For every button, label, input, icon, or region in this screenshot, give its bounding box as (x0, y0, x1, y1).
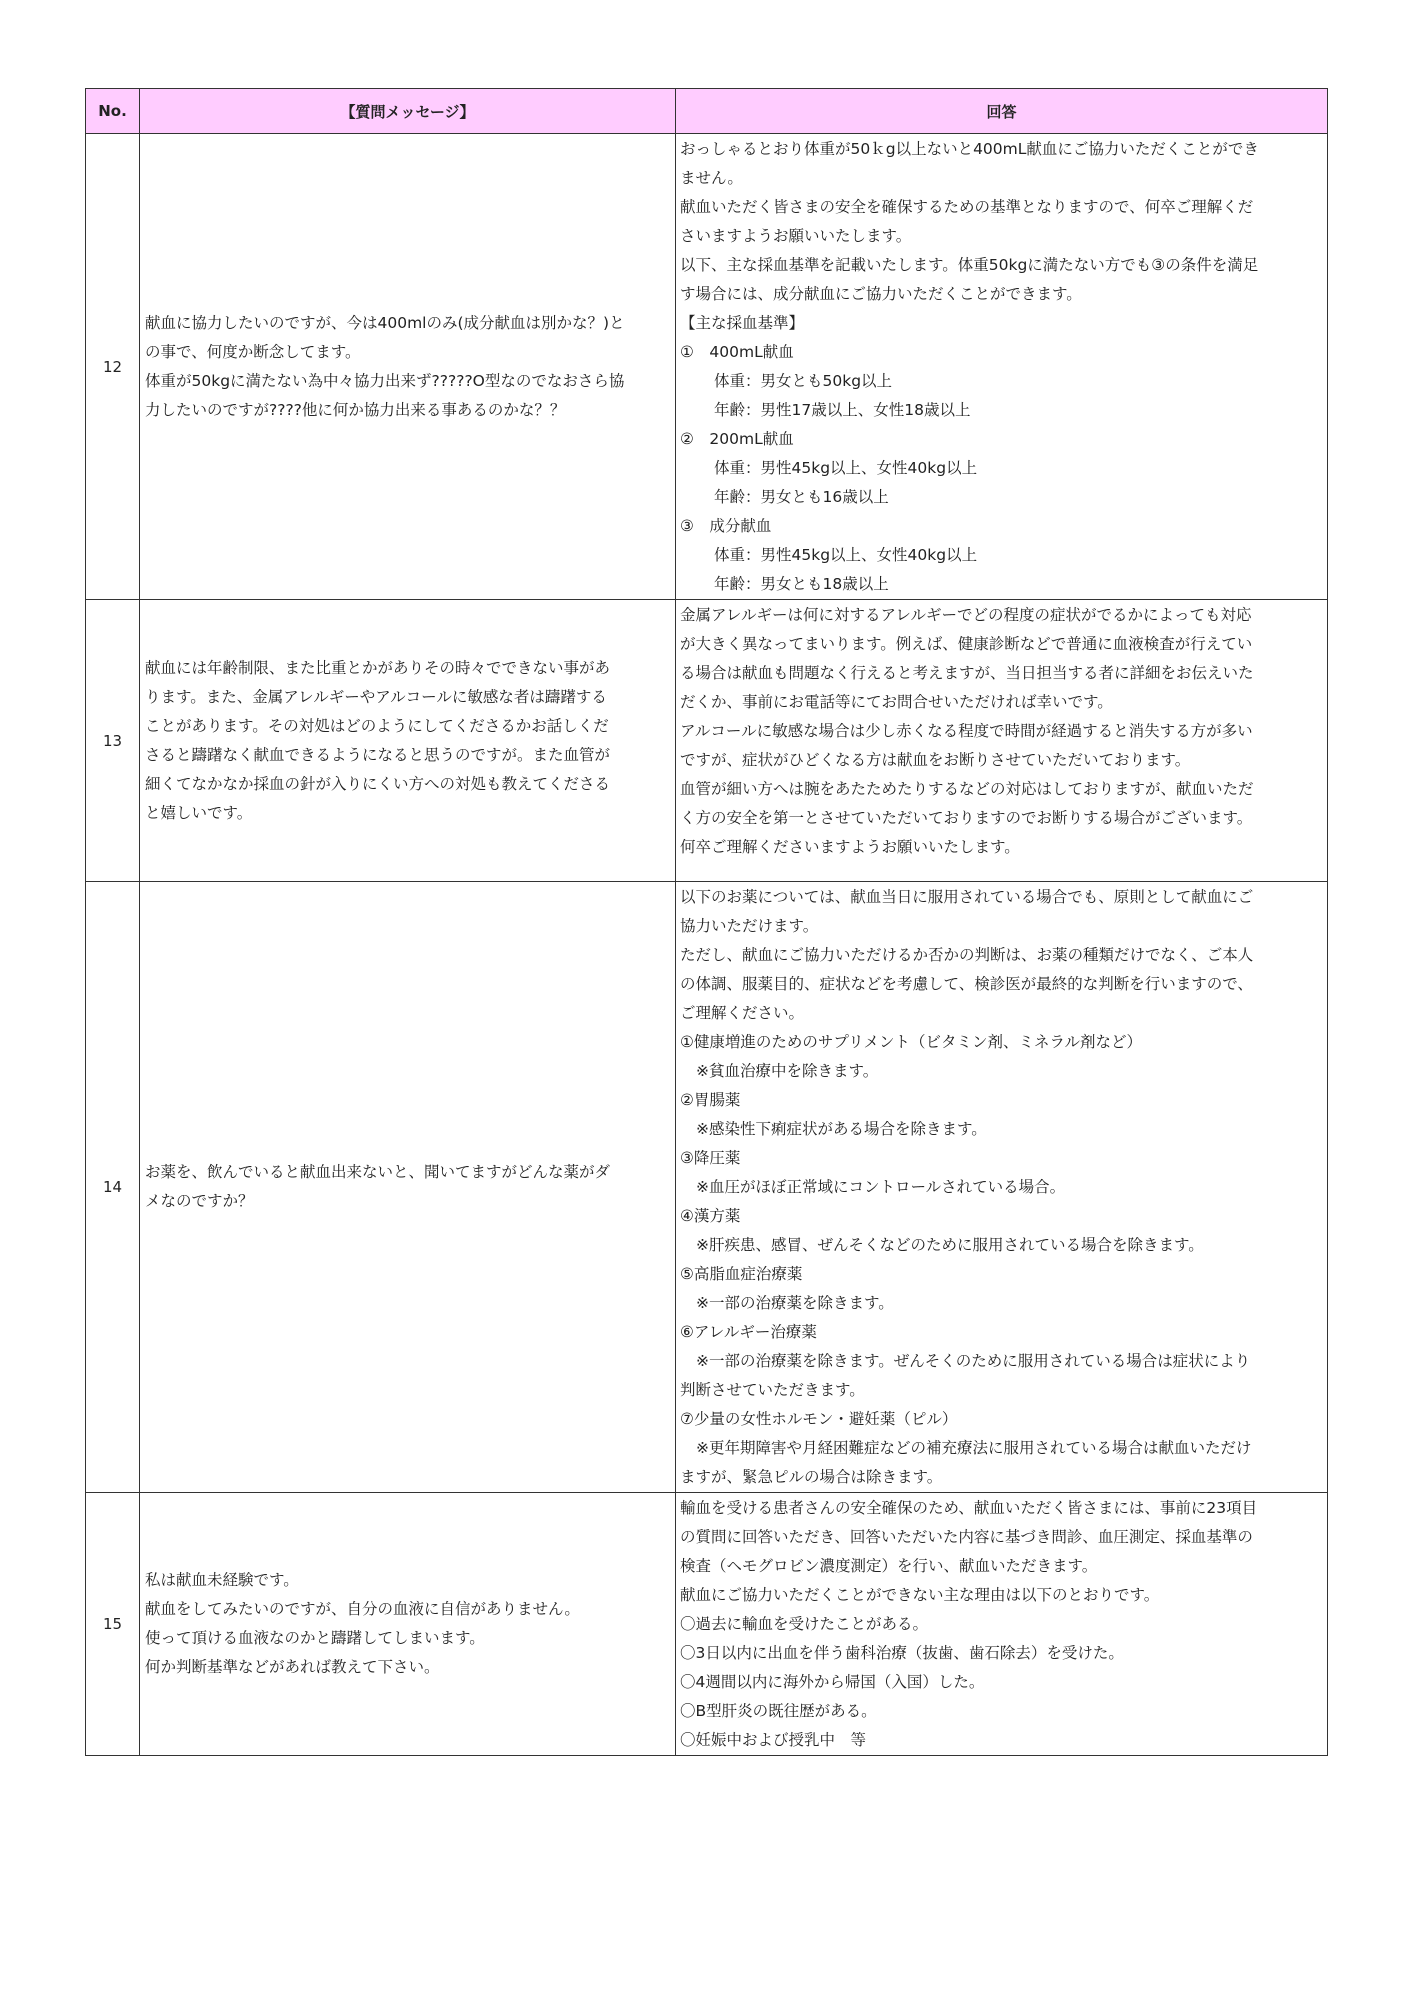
header-row (86, 89, 1328, 134)
answer-line: おっしゃるとおり体重が50ｋg以上ないと400mL献血にご協力いただくことができ (680, 140, 1259, 158)
header-question: 【質問メッセージ】 (140, 89, 676, 134)
answer-cell (676, 134, 1328, 600)
question-line: の事で、何度か断念してます。 (145, 342, 361, 361)
criteria-detail: 年齢：男女とも16歳以上 (714, 488, 889, 506)
criteria-heading: 【主な採血基準】 (680, 314, 805, 332)
medicine-note: ※感染性下痢症状がある場合を除きます。 (696, 1120, 987, 1138)
criteria-detail: 体重：男女とも50kg以上 (714, 372, 893, 390)
answer-line: 何卒ご理解くださいますようお願いいたします。 (680, 838, 1020, 856)
question-cell (140, 1493, 676, 1756)
question-line: 何か判断基準などがあれば教えて下さい。 (145, 1658, 440, 1676)
answer-line: 検査（ヘモグロビン濃度測定）を行い、献血いただきます。 (680, 1557, 1098, 1575)
medicine-note: ※一部の治療薬を除きます。ぜんそくのために服用されている場合は症状により (696, 1352, 1251, 1370)
reason-item: 〇4週間以内に海外から帰国（入国）した。 (680, 1673, 985, 1691)
answer-line: ません。 (680, 169, 743, 187)
medicine-item: ⑤高脂血症治療薬 (680, 1265, 803, 1283)
question-line: メなのですか？ (145, 1192, 254, 1210)
reason-item: 〇妊娠中および授乳中 等 (680, 1731, 867, 1749)
question-line: 私は献血未経験です。 (145, 1571, 299, 1589)
criteria-detail: 体重：男性45kg以上、女性40kg以上 (714, 459, 978, 477)
table-row (86, 1493, 1328, 1756)
criteria-detail: 年齢：男性17歳以上、女性18歳以上 (714, 401, 971, 419)
answer-line: さいますようお願いいたします。 (680, 227, 912, 245)
question-line: 体重が50kgに満たない為中々協力出来ず?????O型なのでなおさら協 (145, 371, 625, 390)
row-number: 14 (86, 882, 140, 1493)
row-number: 15 (86, 1493, 140, 1756)
question-line: ことがあります。その対処はどのようにしてくださるかお話しくだ (145, 716, 609, 735)
answer-line: 協力いただけます。 (680, 917, 819, 935)
reason-item: 〇B型肝炎の既往歴がある。 (680, 1702, 877, 1720)
question-cell (140, 134, 676, 600)
medicine-item: ②胃腸薬 (680, 1091, 741, 1109)
row-number: 12 (86, 134, 140, 600)
table-row (86, 882, 1328, 1493)
medicine-item: ④漢方薬 (680, 1207, 741, 1225)
reason-item: 〇過去に輸血を受けたことがある。 (680, 1615, 929, 1633)
table-row (86, 134, 1328, 600)
answer-line: の体調、服薬目的、症状などを考慮して、検診医が最終的な判断を行いますので、 (680, 975, 1253, 993)
criteria-item: ③ 成分献血 (680, 517, 772, 535)
answer-line: ただし、献血にご協力いただけるか否かの判断は、お薬の種類だけでなく、ご本人 (680, 946, 1254, 964)
criteria-item: ② 200mL献血 (680, 430, 794, 448)
answer-line: く方の安全を第一とさせていただいておりますのでお断りする場合がございます。 (680, 809, 1253, 827)
answer-line: だくか、事前にお電話等にてお問合せいただければ幸いです。 (680, 693, 1113, 711)
medicine-item: ③降圧薬 (680, 1149, 741, 1167)
medicine-note: ※肝疾患、感冒、ぜんそくなどのために服用されている場合を除きます。 (696, 1236, 1204, 1254)
medicine-note: ※血圧がほぼ正常域にコントロールされている場合。 (696, 1178, 1066, 1196)
question-line: 細くてなかなか採血の針が入りにくい方への対処も教えてくださる (145, 774, 611, 793)
answer-line: 献血にご協力いただくことができない主な理由は以下のとおりです。 (680, 1586, 1160, 1604)
medicine-note: 判断させていただきます。 (680, 1381, 865, 1399)
medicine-note: ※貧血治療中を除きます。 (696, 1062, 879, 1080)
answer-cell (676, 600, 1328, 882)
medicine-item: ⑥アレルギー治療薬 (680, 1323, 817, 1341)
answer-line: 金属アレルギーは何に対するアレルギーでどの程度の症状がでるかによっても対応 (680, 606, 1252, 624)
answer-line: る場合は献血も問題なく行えると考えますが、当日担当する者に詳細をお伝えいた (680, 664, 1254, 682)
answer-line: ご理解ください。 (680, 1004, 805, 1022)
answer-line: 輸血を受ける患者さんの安全確保のため、献血いただく皆さまには、事前に23項目 (680, 1499, 1258, 1517)
answer-cell (676, 1493, 1328, 1756)
question-line: ります。また、金属アレルギーやアルコールに敏感な者は躊躇する (145, 687, 607, 706)
question-line: 献血には年齢制限、また比重とかがありその時々でできない事があ (145, 658, 611, 677)
question-line: と嬉しいです。 (145, 803, 253, 822)
answer-line: 以下、主な採血基準を記載いたします。体重50kgに満たない方でも③の条件を満足 (680, 256, 1259, 274)
header-no: No. (86, 89, 140, 134)
answer-line: 血管が細い方へは腕をあたためたりするなどの対応はしておりますが、献血いただ (680, 780, 1254, 798)
question-line: さると躊躇なく献血できるようになると思うのですが。また血管が (145, 745, 611, 764)
qa-table (85, 88, 1328, 1756)
row-number: 13 (86, 600, 140, 882)
criteria-detail: 体重：男性45kg以上、女性40kg以上 (714, 546, 978, 564)
question-line: 力したいのですが????他に何か協力出来る事あるのかな？？ (145, 400, 566, 419)
answer-line: の質問に回答いただき、回答いただいた内容に基づき問診、血圧測定、採血基準の (680, 1528, 1253, 1546)
table-row (86, 600, 1328, 882)
question-line: 献血に協力したいのですが、今は400mlのみ(成分献血は別かな？)と (145, 313, 625, 332)
medicine-note: ※一部の治療薬を除きます。 (696, 1294, 894, 1312)
reason-item: 〇3日以内に出血を伴う歯科治療（抜歯、歯石除去）を受けた。 (680, 1644, 1124, 1662)
question-cell (140, 600, 676, 882)
answer-line: アルコールに敏感な場合は少し赤くなる程度で時間が経過すると消失する方が多い (680, 722, 1253, 740)
question-cell (140, 882, 676, 1493)
question-line: 使って頂ける血液なのかと躊躇してしまいます。 (145, 1629, 485, 1647)
answer-cell (676, 882, 1328, 1493)
medicine-note: ※更年期障害や月経困難症などの補充療法に服用されている場合は献血いただけ (696, 1439, 1252, 1457)
criteria-item: ① 400mL献血 (680, 343, 794, 361)
question-line: お薬を、飲んでいると献血出来ないと、聞いてますがどんな薬がダ (145, 1163, 611, 1181)
medicine-note: ますが、緊急ピルの場合は除きます。 (680, 1468, 943, 1486)
answer-line: ですが、症状がひどくなる方は献血をお断りさせていただいております。 (680, 751, 1191, 769)
question-line: 献血をしてみたいのですが、自分の血液に自信がありません。 (145, 1600, 580, 1618)
answer-line: す場合には、成分献血にご協力いただくことができます。 (680, 285, 1082, 303)
answer-line: 献血いただく皆さまの安全を確保するための基準となりますので、何卒ご理解くだ (680, 198, 1254, 216)
medicine-item: ①健康増進のためのサプリメント（ビタミン剤、ミネラル剤など） (680, 1033, 1143, 1051)
criteria-detail: 年齢：男女とも18歳以上 (714, 575, 889, 593)
answer-line: が大きく異なってまいります。例えば、健康診断などで普通に血液検査が行えてい (680, 635, 1253, 653)
header-answer: 回答 (676, 89, 1328, 134)
answer-line: 以下のお薬については、献血当日に服用されている場合でも、原則として献血にご (680, 888, 1254, 906)
medicine-item: ⑦少量の女性ホルモン・避妊薬（ピル） (680, 1410, 958, 1428)
